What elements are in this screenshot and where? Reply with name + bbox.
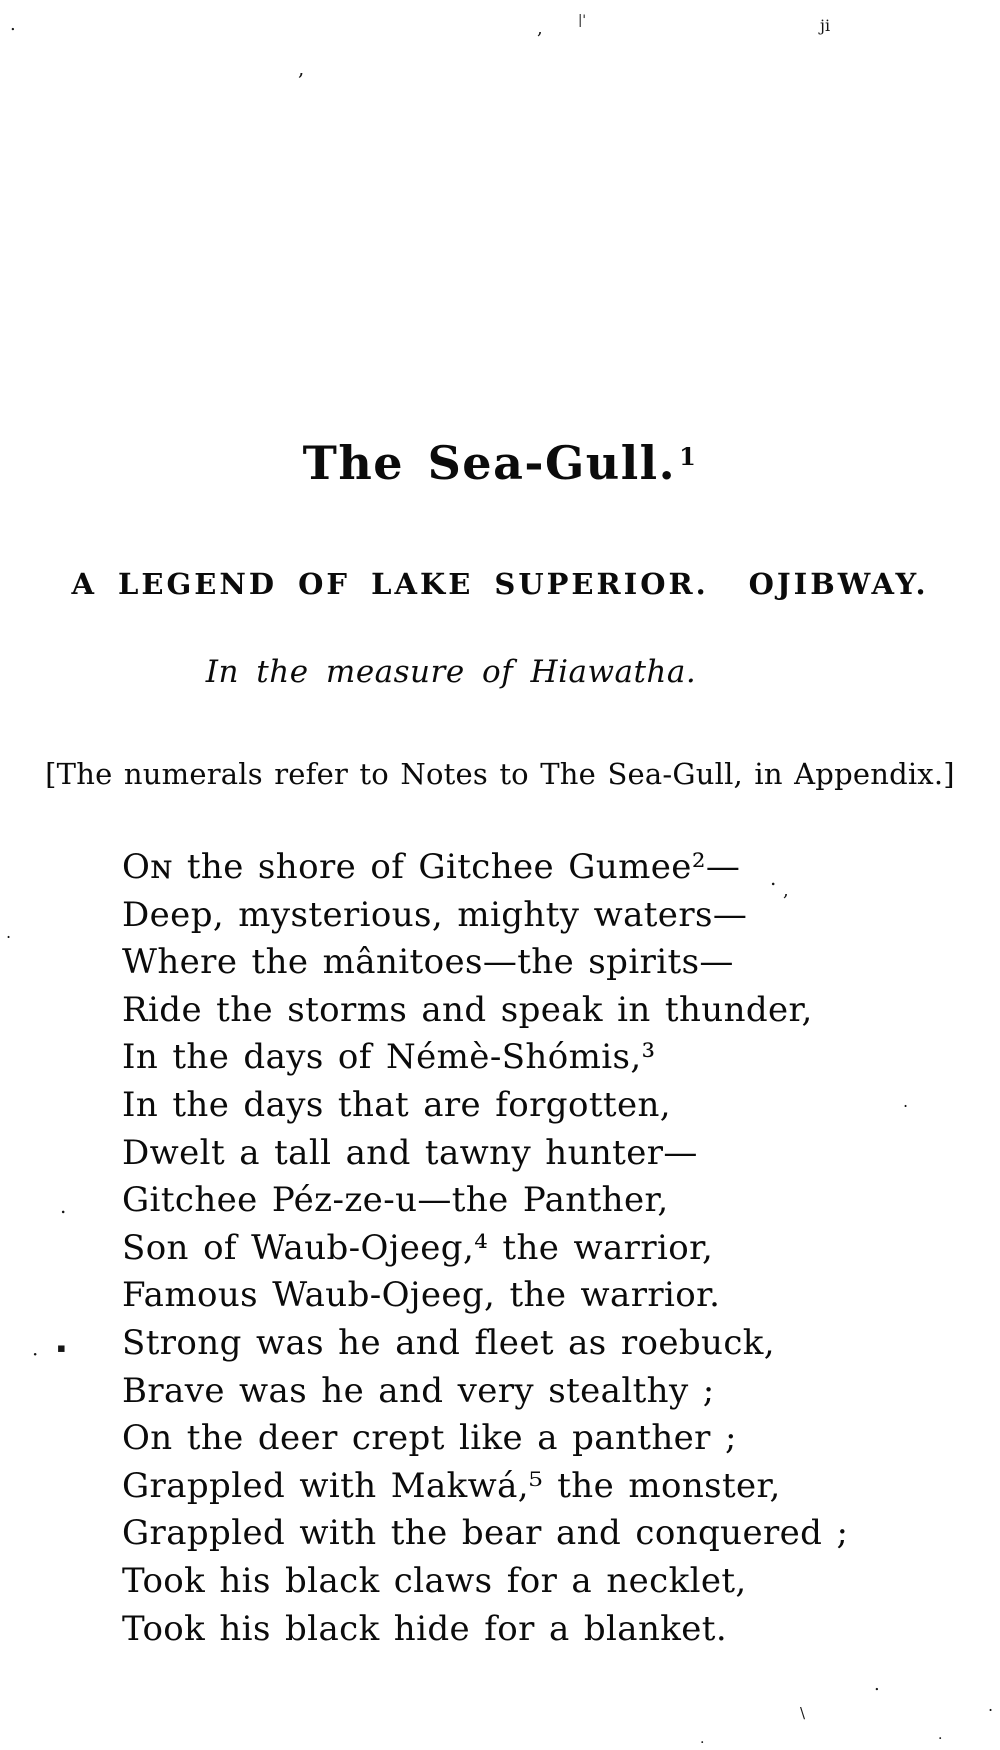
poem-line: Took his black hide for a blanket. xyxy=(122,1608,728,1649)
scan-speck: . xyxy=(988,1696,994,1715)
poem-line: On the deer crept like a panther ; xyxy=(122,1418,737,1459)
title-text: The Sea-Gull. xyxy=(302,436,677,490)
scan-speck: . xyxy=(6,923,12,942)
poem-line: Grappled with Makwá,⁵ the monster, xyxy=(122,1465,781,1506)
scan-speck: , xyxy=(783,880,789,901)
scan-speck: . xyxy=(700,1731,705,1747)
subtitle xyxy=(0,567,1000,601)
poem-line: In the days that are forgotten, xyxy=(122,1084,671,1125)
poem-line: Son of Waub-Ojeeg,⁴ the warrior, xyxy=(122,1227,714,1268)
poem-line: Took his black claws for a necklet, xyxy=(122,1560,747,1601)
poem-line: Oɴ the shore of Gitchee Gumee²— xyxy=(122,847,741,887)
title-footnote-ref: 1 xyxy=(679,442,698,471)
page-title xyxy=(0,436,1000,490)
subtitle-tribe-text: OJIBWAY. xyxy=(748,567,929,601)
poem-line: Deep, mysterious, mighty waters— xyxy=(122,894,748,935)
poem-line: Where the mânitoes—the spirits— xyxy=(122,942,734,983)
scan-speck: |' xyxy=(578,13,586,28)
scan-speck: · xyxy=(938,1731,943,1747)
poem-line: In the days of Némè-Shómis,³ xyxy=(122,1037,656,1078)
poem-line: Gitchee Péz-ze-u—the Panther, xyxy=(122,1180,669,1221)
scan-speck: · xyxy=(32,1342,39,1366)
scan-speck: . xyxy=(874,1674,880,1695)
poem-line: Famous Waub-Ojeeg, the warrior. xyxy=(122,1275,721,1316)
poem-line: Grappled with the bear and conquered ; xyxy=(122,1513,849,1554)
poem-line: Ride the storms and speak in thunder, xyxy=(122,989,813,1030)
scan-speck: . xyxy=(60,1194,67,1218)
scan-speck: ▪ xyxy=(57,1341,66,1356)
measure-line: In the measure of Hiawatha. xyxy=(205,654,697,690)
scan-speck: . xyxy=(770,866,777,890)
scan-speck: \ xyxy=(800,1704,806,1722)
appendix-note: [The numerals refer to Notes to The Sea-Gull, in Appendix.] xyxy=(45,757,955,791)
scan-speck: , xyxy=(537,18,543,39)
scan-speck: . xyxy=(903,1092,909,1111)
subtitle-legend-text: A LEGEND OF LAKE SUPERIOR. xyxy=(71,567,709,601)
poem-line: Strong was he and fleet as roebuck, xyxy=(122,1322,775,1363)
scan-speck: ji xyxy=(820,16,831,35)
scan-speck: . xyxy=(10,14,16,35)
poem-body xyxy=(122,844,942,1653)
poem-line: Brave was he and very stealthy ; xyxy=(122,1370,715,1411)
scan-speck: , xyxy=(298,56,305,80)
poem-line: Dwelt a tall and tawny hunter— xyxy=(122,1132,698,1173)
